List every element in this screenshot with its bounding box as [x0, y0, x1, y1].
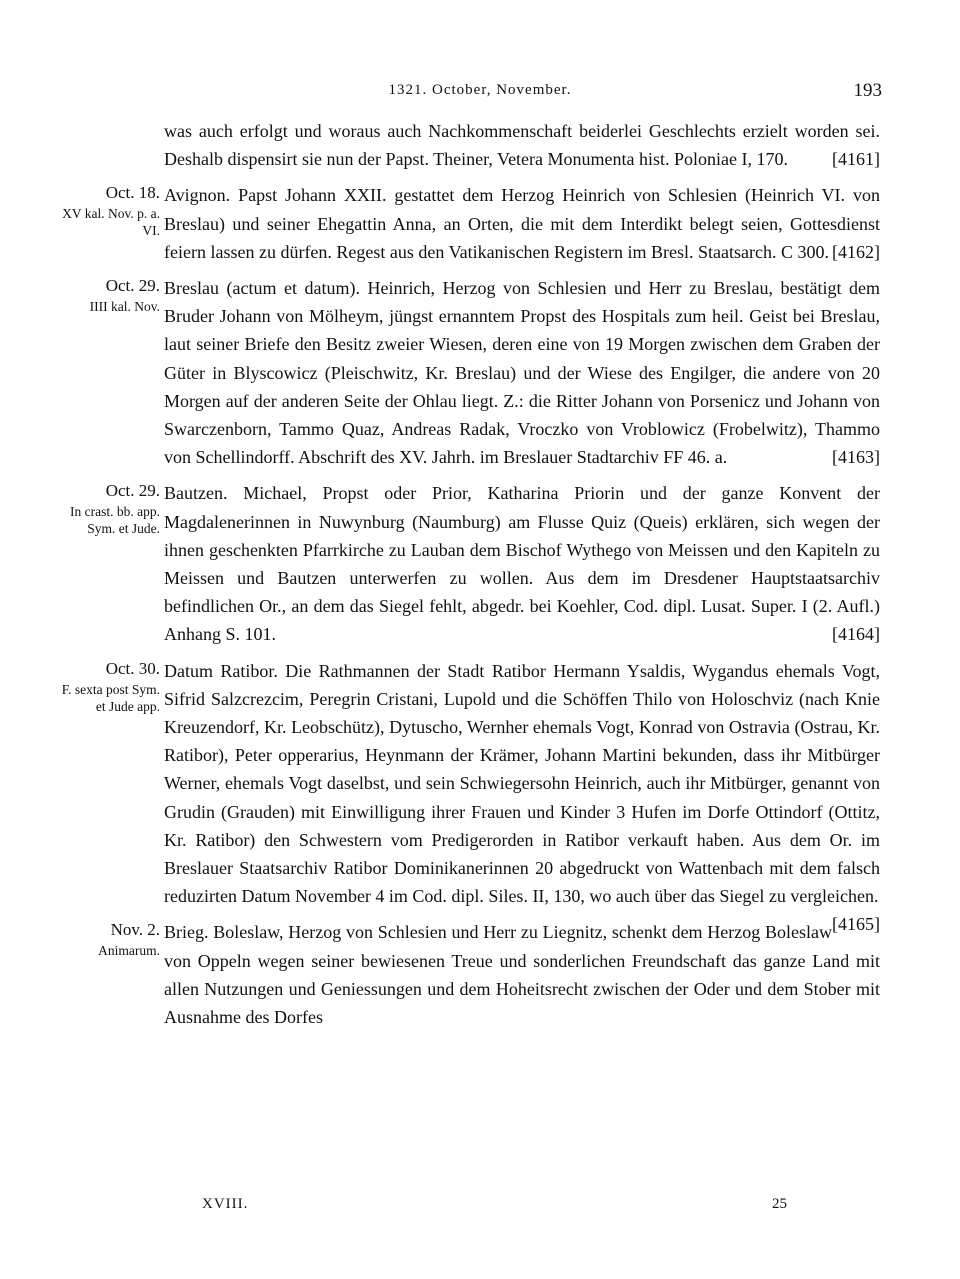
entry-text-block: [164, 479, 880, 648]
entry-reference-number: [4161]: [832, 149, 880, 170]
entry-reference-number: [4165]: [832, 914, 880, 935]
entry-text-block: [164, 657, 880, 935]
page-content: [0, 117, 960, 1039]
entry-feast-day: In crast. bb. app. Sym. et Jude.: [70, 504, 160, 537]
margin-note: [56, 657, 160, 715]
margin-note: [56, 918, 160, 959]
regest-entry-4161: [0, 117, 960, 173]
margin-note: [56, 274, 160, 315]
entry-text: Datum Ratibor. Die Rathmannen der Stadt Ratibor Hermann Ysaldis, Wygandus ehemals Vogt, Sifrid Salzcrezcim, Peregrin Cristani, Lupold und die Schöffen Thilo von Holoschviz (nach Knie Kreuzendorf, Kr. Leobschütz), Dytuscho, Wernher ehemals Vogt, Konrad von Ostravia (Ostrau, Kr. Ratibor), Peter opperarius, Heynmann der Krämer, Johann Martini bekunden, dass ihr Mitbürger Werner, ehemals Vogt daselbst, und sein Schwiegersohn Heinrich, auch ihr Mitbürger, genannt von Grudin (Grauden) mit Einwilligung ihrer Frauen und Kinder 3 Hufen im Dorfe Ottindorf (Ottitz, Kr. Ratibor) den Schwestern vom Predigerorden in Ratibor verkauft haben. Aus dem Or. im Breslauer Staatsarchiv Ratibor Dominikanerinnen 20 abgedruckt von Wattenbach mit dem falsch reduzirten Datum November 4 im Cod. dipl. Siles. II, 130, wo auch über das Siegel zu vergleichen.: [164, 660, 880, 907]
running-head: 1321. October, November.: [388, 82, 572, 98]
margin-note: [56, 479, 160, 537]
entry-text: Avignon. Papst Johann XXII. gestattet dem Herzog Heinrich von Schlesien (Heinrich VI. von Breslau) und seiner Ehegattin Anna, an Orten, die mit dem Interdikt belegt seien, Gottesdienst feiern lassen zu dürfen. Regest aus den Vatikanischen Registern im Bresl. Staatsarch. C 300.: [164, 185, 880, 262]
regest-entry-4163: [0, 274, 960, 471]
signature-mark: XVIII.: [202, 1196, 249, 1212]
regest-entry-4166: [0, 918, 960, 1031]
margin-note: [56, 181, 160, 239]
entry-feast-day: F. sexta post Sym. et Jude app.: [61, 681, 160, 714]
regest-entry-4164: [0, 479, 960, 648]
entry-date: Oct. 29.: [105, 481, 160, 501]
entry-feast-day: Animarum.: [98, 943, 160, 959]
page-number: 193: [853, 80, 882, 101]
entry-feast-day: IIII kal. Nov.: [89, 299, 160, 315]
entry-text: Breslau (actum et datum). Heinrich, Herzog von Schlesien und Herr zu Breslau, bestätigt dem Bruder Johann von Mölheym, jüngst ernanntem Propst des Hospitals zum heil. Geist bei Breslau, laut seiner Briefe den Besitz zweier Wiesen, deren eine von 19 Morgen zwischen dem Graben der Güter in Blyscowicz (Pleischwitz, Kr. Breslau) und der Wiese des Engilger, die andere von 20 Morgen auf der anderen Seite der Ohlau liegt. Z.: die Ritter Johann von Porsenicz und Johann von Swarczenborn, Tammo Quaz, Andreas Radak, Vroczko von Vroblowicz (Frobelwitz), Thammo von Schellindorff. Abschrift des XV. Jahrh. im Breslauer Stadtarchiv FF 46. a.: [164, 278, 880, 468]
page-header: [0, 80, 960, 104]
entry-reference-number: [4162]: [832, 241, 880, 262]
sheet-number: 25: [772, 1196, 787, 1212]
entry-date: Nov. 2.: [110, 920, 160, 940]
entry-text-block: [164, 274, 880, 471]
entry-date: Oct. 30.: [105, 658, 160, 678]
entry-date: Oct. 18.: [105, 183, 160, 203]
entry-text-block: [164, 117, 880, 173]
entry-reference-number: [4164]: [832, 624, 880, 645]
entry-text: was auch erfolgt und woraus auch Nachkommenschaft beiderlei Geschlechts erzielt worden sei. Deshalb dispensirt sie nun der Papst. Theiner, Vetera Monumenta hist. Poloniae I, 170.: [164, 121, 880, 170]
entry-text-block: [164, 918, 880, 1031]
entry-reference-number: [4163]: [832, 447, 880, 468]
entry-date: Oct. 29.: [105, 276, 160, 296]
entry-text: Bautzen. Michael, Propst oder Prior, Katharina Priorin und der ganze Konvent der Magdalenerinnen in Nuwynburg (Naumburg) am Flusse Quiz (Queis) erklären, sich wegen der ihnen geschenkten Pfarrkirche zu Lauban dem Bischof Wythego von Meissen und den Kapiteln zu Meissen und Bautzen unterwerfen zu wollen. Aus dem im Dresdener Hauptstaatsarchiv befindlichen Or., an dem das Siegel fehlt, abgedr. bei Koehler, Cod. dipl. Lusat. Super. I (2. Aufl.) Anhang S. 101.: [164, 483, 880, 645]
page-footer: [0, 1196, 960, 1218]
entry-feast-day: XV kal. Nov. p. a. VI.: [62, 206, 160, 239]
entry-text-block: [164, 181, 880, 266]
entry-text: Brieg. Boleslaw, Herzog von Schlesien und Herr zu Liegnitz, schenkt dem Herzog Boleslaw von Oppeln wegen seiner bewiesenen Treue und sonderlichen Freundschaft das ganze Land mit allen Nutzungen und Geniessungen und dem Hoheitsrecht zwischen der Oder und dem Stober mit Ausnahme des Dorfes: [164, 922, 880, 1028]
regest-entry-4162: [0, 181, 960, 266]
